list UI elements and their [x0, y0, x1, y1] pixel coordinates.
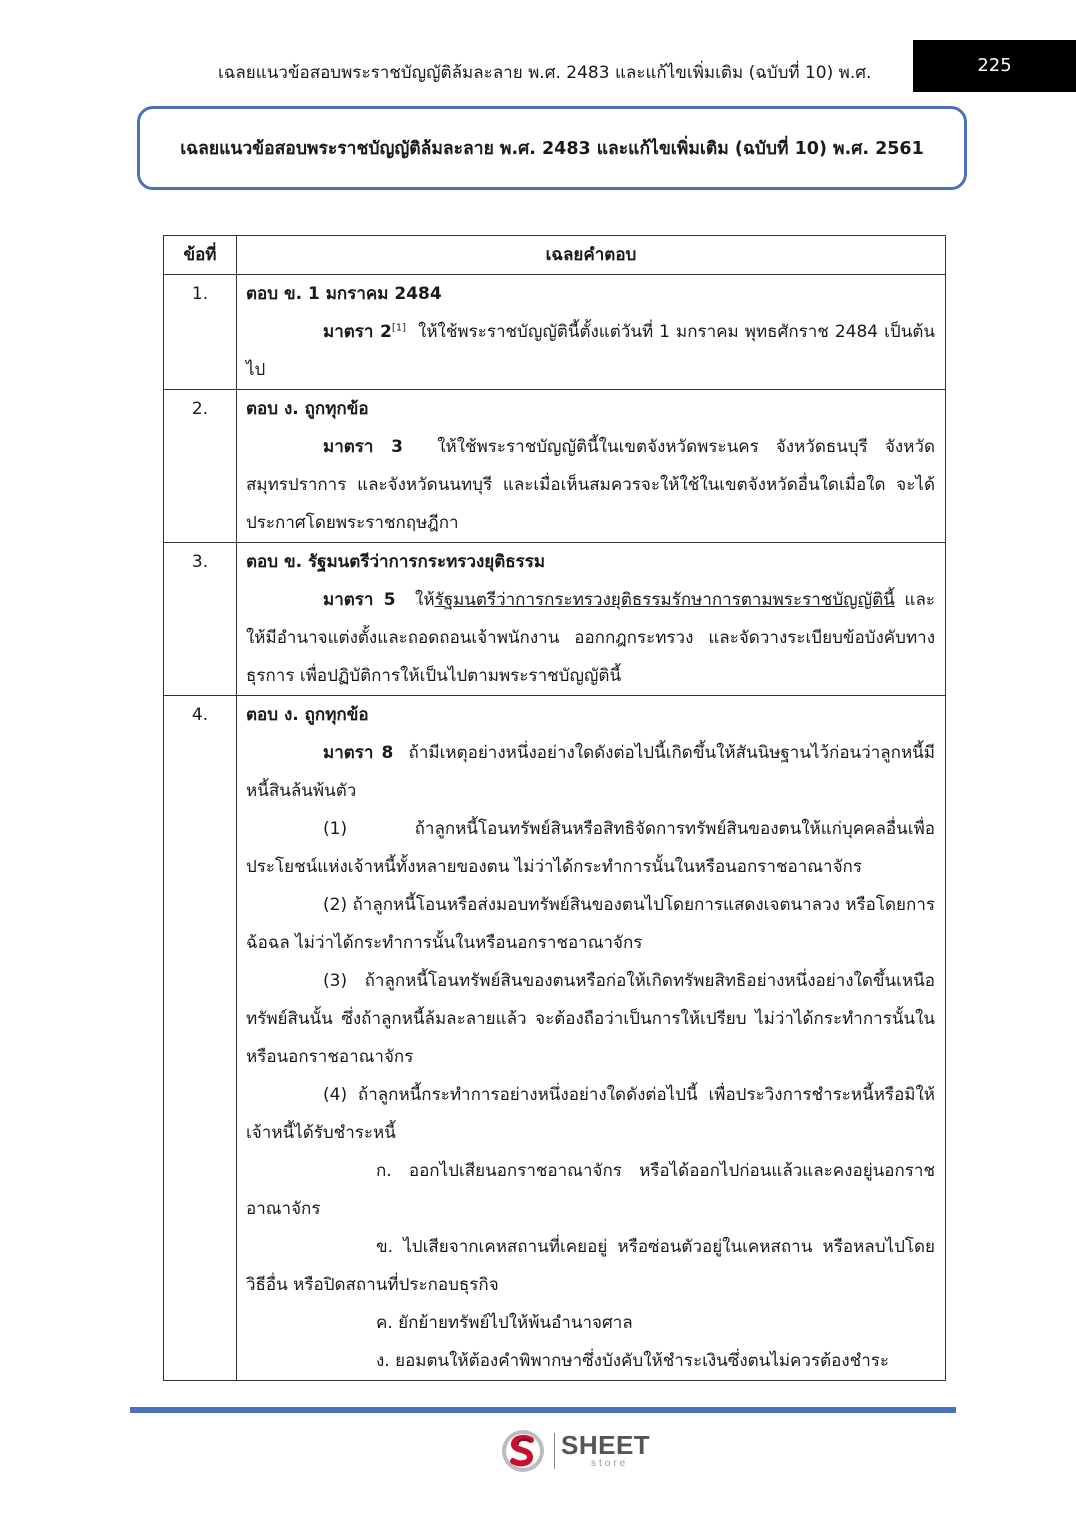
- logo-subtitle: store: [591, 1458, 629, 1469]
- title-box: [137, 106, 967, 190]
- logo-word: SHEET: [561, 1430, 651, 1460]
- document-title: เฉลยแนวข้อสอบพระราชบัญญัติล้มละลาย พ.ศ. 2483 และแก้ไขเพิ่มเติม (ฉบับที่ 10) พ.ศ. 2561: [180, 139, 924, 159]
- running-title: เฉลยแนวข้อสอบพระราชบัญญัติล้มละลาย พ.ศ. 2483 และแก้ไขเพิ่มเติม (ฉบับที่ 10) พ.ศ.: [218, 63, 872, 83]
- section-label: มาตรา 8: [323, 743, 394, 763]
- logo-text: [561, 1428, 661, 1474]
- list-item: (3) ถ้าลูกหนี้โอนทรัพย์สินของตนหรือก่อให้เกิดทรัพยสิทธิอย่างหนึ่งอย่างใดขึ้นเหนือทรัพย์สินนั้น ซึ่งถ้าลูกหนี้ล้มละลายแล้ว จะต้องถือว่าเป็นการให้เปรียบ ไม่ว่าได้กระทำการนั้นในหรือนอกราชอาณาจักร: [246, 971, 935, 1067]
- question-number: 1.: [164, 275, 237, 390]
- page-number: 225: [913, 40, 1076, 92]
- section-label: มาตรา 3: [323, 437, 403, 457]
- section-paragraph: [246, 734, 935, 810]
- table-row: [164, 275, 946, 390]
- list-item: (1) ถ้าลูกหนี้โอนทรัพย์สินหรือสิทธิจัดการทรัพย์สินของตนให้แก่บุคคลอื่นเพื่อประโยชน์แห่งเจ้าหนี้ทั้งหลายของตน ไม่ว่าได้กระทำการนั้นในหรือนอกราชอาณาจักร: [246, 819, 935, 877]
- sub-list-item: ข. ไปเสียจากเคหสถานที่เคยอยู่ หรือซ่อนตัวอยู่ในเคหสถาน หรือหลบไปโดยวิธีอื่น หรือปิดสถานที่ประกอบธุรกิจ: [246, 1237, 935, 1295]
- question-number: 2.: [164, 390, 237, 543]
- sub-list-item: ก. ออกไปเสียนอกราชอาณาจักร หรือได้ออกไปก่อนแล้วและคงอยู่นอกราชอาณาจักร: [246, 1161, 935, 1219]
- column-header-answer: เฉลยคำตอบ: [237, 236, 946, 275]
- list-item: (2) ถ้าลูกหนี้โอนหรือส่งมอบทรัพย์สินของตนไปโดยการแสดงเจตนาลวง หรือโดยการฉ้อฉล ไม่ว่าได้กระทำการนั้นในหรือนอกราชอาณาจักร: [246, 895, 935, 953]
- answer-line: ตอบ ง. ถูกทุกข้อ: [246, 705, 369, 725]
- answer-cell: [237, 275, 946, 390]
- sheet-store-logo-icon: [500, 1428, 546, 1474]
- sub-list-item: ค. ยักย้ายทรัพย์ไปให้พ้นอำนาจศาล: [376, 1313, 633, 1333]
- sheet-store-logo: [500, 1428, 661, 1474]
- table-header-row: [164, 236, 946, 275]
- section-text-post: และให้มีอำนาจแต่งตั้งและถอดถอนเจ้าพนักงาน ออกกฎกระทรวง และจัดวางระเบียบข้อบังคับทางธุรการ เพื่อปฏิบัติการให้เป็นไปตามพระราชบัญญัตินี้: [246, 590, 936, 686]
- answer-cell: [237, 696, 946, 1381]
- answer-line: ตอบ ง. ถูกทุกข้อ: [246, 399, 369, 419]
- section-label: มาตรา 2: [323, 322, 392, 342]
- answer-table: [163, 235, 946, 1381]
- answer-line: ตอบ ข. รัฐมนตรีว่าการกระทรวงยุติธรรม: [246, 552, 546, 572]
- question-number: 3.: [164, 543, 237, 696]
- answer-cell: [237, 390, 946, 543]
- sub-list-item: ง. ยอมตนให้ต้องคำพิพากษาซึ่งบังคับให้ชำระเงินซึ่งตนไม่ควรต้องชำระ: [376, 1351, 890, 1371]
- running-header: [0, 40, 1076, 92]
- table-row: [164, 390, 946, 543]
- footer-rule: [130, 1407, 956, 1413]
- list-item: (4) ถ้าลูกหนี้กระทำการอย่างหนึ่งอย่างใดดังต่อไปนี้ เพื่อประวิงการชำระหนี้หรือมิให้เจ้าหนี้ได้รับชำระหนี้: [246, 1085, 935, 1143]
- section-label: มาตรา 5: [323, 590, 396, 610]
- table-row: [164, 696, 946, 1381]
- column-header-no: ข้อที่: [164, 236, 237, 275]
- section-text: ถ้ามีเหตุอย่างหนึ่งอย่างใดดังต่อไปนี้เกิดขึ้นให้สันนิษฐานไว้ก่อนว่าลูกหนี้มีหนี้สินล้นพ้นตัว: [246, 743, 936, 801]
- answer-line: ตอบ ข. 1 มกราคม 2484: [246, 284, 442, 304]
- section-text-underlined: รัฐมนตรีว่าการกระทรวงยุติธรรมรักษาการตามพระราชบัญญัตินี้: [434, 590, 895, 610]
- section-text: ให้ใช้พระราชบัญญัตินี้ในเขตจังหวัดพระนคร จังหวัดธนบุรี จังหวัดสมุทรปราการ และจังหวัดนนทบุรี และเมื่อเห็นสมควรจะให้ใช้ในเขตจังหวัดอื่นใดเมื่อใด จะได้ประกาศโดยพระราชกฤษฎีกา: [246, 437, 935, 533]
- question-number: 4.: [164, 696, 237, 1381]
- footnote-marker[interactable]: [1]: [391, 322, 406, 334]
- answer-cell: [237, 543, 946, 696]
- logo-divider: [554, 1433, 555, 1469]
- table-row: [164, 543, 946, 696]
- section-paragraph: [246, 581, 935, 695]
- section-text-pre: ให้: [415, 590, 435, 610]
- section-paragraph: [246, 313, 935, 389]
- section-paragraph: [246, 428, 935, 542]
- section-text: ให้ใช้พระราชบัญญัตินี้ตั้งแต่วันที่ 1 มกราคม พุทธศักราช 2484 เป็นต้นไป: [246, 322, 936, 380]
